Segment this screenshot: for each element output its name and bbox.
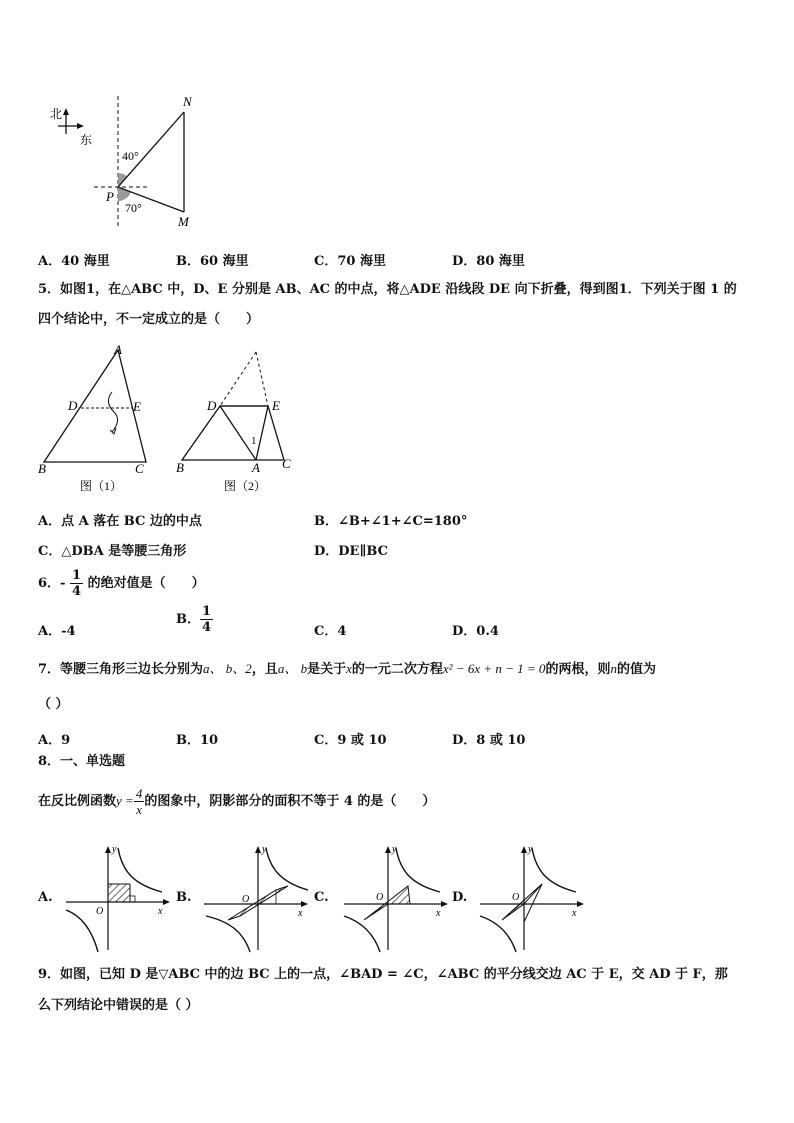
q6-fraction	[70, 568, 83, 599]
q6-option-b-prefix: B．	[176, 612, 200, 627]
fold-figure-2	[172, 346, 302, 498]
q6-num: 1	[71, 568, 82, 583]
fold-figure-1	[34, 342, 164, 498]
q8-graph-c	[340, 842, 452, 954]
q8-graph-a	[62, 842, 174, 954]
q6-den: 4	[71, 584, 82, 599]
svg-text:y: y	[112, 844, 117, 855]
q9-stem-line1: 9．如图，已知 D 是▽ABC 中的边 BC 上的一点，∠BAD = ∠C，∠ABC 的平分线交边 AC 于 E，交 AD 于 F，那	[38, 967, 728, 982]
q6-prefix: 6．-	[38, 576, 66, 591]
angle-70-label: 70°	[125, 201, 142, 215]
q4-option-a: A．40 海里	[38, 254, 110, 269]
svg-text:y: y	[262, 844, 267, 855]
q9-stem-line2: 么下列结论中错误的是（ ）	[38, 998, 199, 1013]
svg-text:A: A	[114, 342, 122, 357]
point-n-label: N	[183, 94, 192, 109]
angle-40-label: 40°	[122, 149, 139, 163]
svg-text:C: C	[282, 456, 291, 471]
q8-label-c: C.	[314, 890, 329, 905]
svg-text:E: E	[133, 399, 141, 414]
q8-stem-a: 在反比例函数	[38, 794, 117, 809]
fig2-caption: 图（2）	[224, 479, 267, 493]
q7-equation: x² − 6x + n − 1 = 0	[442, 661, 546, 676]
q8-label-b: B.	[176, 890, 192, 905]
q5-stem-line1: 5．如图1，在△ABC 中，D、E 分别是 AB、AC 的中点，将△ADE 沿线段 DE 向下折叠，得到图1．下列关于图 1 的	[38, 282, 737, 297]
q8-stem	[38, 786, 435, 817]
q7-part-a: 7．等腰三角形三边长分别为	[38, 662, 204, 677]
q7-var-x: x	[346, 661, 352, 676]
q5-option-c: C．△DBA 是等腰三角形	[38, 544, 187, 559]
q8-stem-b: 的图象中，阴影部分的面积不等于 4 的是（ ）	[144, 794, 436, 809]
svg-text:x: x	[572, 908, 577, 919]
svg-text:D: D	[68, 398, 78, 413]
q7-option-c: C．9 或 10	[314, 733, 387, 748]
q7-part-d: 的一元二次方程	[351, 662, 443, 677]
point-m-label: M	[178, 214, 189, 229]
svg-text:B: B	[176, 460, 184, 475]
svg-text:O: O	[376, 892, 384, 903]
q7-part-c: 是关于	[307, 662, 347, 677]
q7-part-b: ，且	[251, 662, 278, 677]
svg-text:B: B	[38, 461, 46, 476]
q6-option-a: A．-4	[38, 624, 76, 639]
q6-option-b-fraction	[200, 604, 213, 635]
east-label: 东	[80, 133, 93, 147]
svg-text:E: E	[272, 398, 280, 413]
q8-num: 4	[135, 786, 143, 801]
q6-option-c: C．4	[314, 624, 347, 639]
q7-stem-line1	[38, 660, 656, 679]
q4-option-b: B．60 海里	[176, 254, 249, 269]
svg-text:x: x	[298, 908, 303, 919]
q7-stem-line2: （ ）	[38, 697, 69, 712]
q7-option-a: A．9	[38, 733, 71, 748]
q7-option-b: B．10	[176, 733, 219, 748]
point-p-label: P	[106, 189, 114, 204]
compass-figure	[42, 92, 222, 232]
q8-graph-b	[200, 842, 312, 954]
q5-option-d: D．DE∥BC	[314, 544, 388, 559]
q6-option-b-num: 1	[202, 604, 212, 619]
svg-text:x: x	[158, 906, 163, 917]
q8-label-d: D.	[452, 890, 468, 905]
q4-option-c: C．70 海里	[314, 254, 386, 269]
svg-text:y: y	[392, 844, 397, 855]
q6-option-b-den: 4	[202, 620, 212, 635]
svg-text:O: O	[96, 906, 104, 917]
q5-option-b: B．∠B+∠1+∠C=180°	[314, 514, 468, 529]
q8-header: 8．一、单选题	[38, 754, 126, 769]
svg-text:C: C	[135, 461, 144, 476]
fig1-caption: 图（1）	[80, 479, 123, 493]
svg-text:A: A	[252, 460, 260, 475]
q8-func-y: y =	[116, 793, 134, 808]
north-label: 北	[50, 107, 63, 121]
q6-suffix: 的绝对值是（ ）	[87, 576, 205, 591]
svg-text:O: O	[242, 894, 250, 905]
q8-label-a: A.	[38, 890, 53, 905]
q6-option-b	[176, 604, 213, 635]
svg-text:1: 1	[251, 435, 257, 447]
q5-stem-line2: 四个结论中，不一定成立的是（ ）	[38, 312, 260, 327]
q8-fraction	[134, 786, 145, 817]
q6-option-d: D．0.4	[452, 624, 499, 639]
q5-option-a: A．点 A 落在 BC 边的中点	[38, 514, 202, 529]
svg-text:O: O	[512, 892, 520, 903]
q7-part-f: 的值为	[616, 662, 656, 677]
q4-option-d: D．80 海里	[452, 254, 525, 269]
q8-graph-d	[476, 842, 588, 954]
svg-text:x: x	[436, 908, 441, 919]
q8-den: x	[136, 802, 142, 817]
q7-part-e: 的两根，则	[545, 662, 611, 677]
q7-vars2: a、 b	[277, 661, 308, 676]
q6-stem	[38, 568, 205, 599]
q7-var-n: n	[610, 661, 617, 676]
q7-vars1: a、 b、2	[203, 661, 252, 676]
q7-option-d: D．8 或 10	[452, 733, 526, 748]
svg-text:D: D	[207, 398, 217, 413]
svg-text:y: y	[528, 844, 533, 855]
